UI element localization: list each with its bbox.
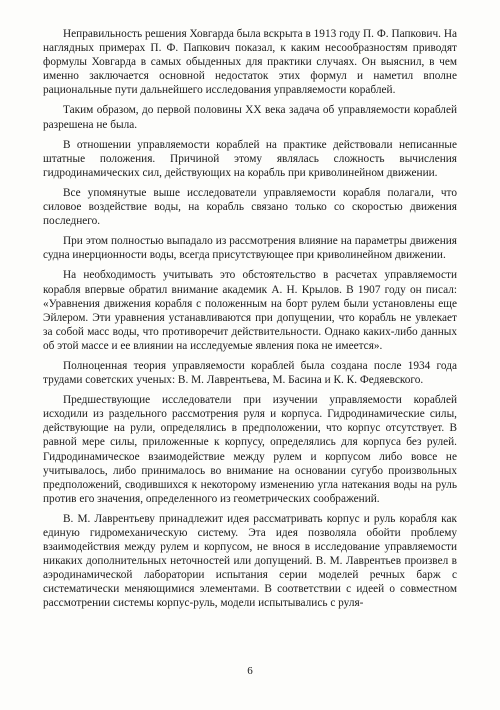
page-number: 6 <box>247 665 253 677</box>
paragraph: При этом полностью выпадало из рассмотрения влияние на параметры движения судна инерционности воды, всегда присутствующее при криволинейном движении. <box>43 235 457 262</box>
paragraph: В отношении управляемости кораблей на практике действовали неписанные штатные положения. Причиной этому являлась сложность вычисления гидродинамических сил, действующих на корабль при криволинейном движении. <box>43 138 457 179</box>
paragraph: Все упомянутые выше исследователи управляемости корабля полагали, что силовое воздействие воды, на корабль связано только со скоростью движения последнего. <box>43 186 457 228</box>
paragraph: В. М. Лаврентьеву принадлежит идея рассматривать корпус и руль корабля как единую гидромеханическую систему. Эта идея позволяла обойти проблему взаимодействия между рулем и корпусом, не внося в исследование управляемости никаких дополнительных неточностей или допущений. В. М. Лаврентьев произвел в аэродинамической лаборатории испытания серии моделей речных барж с систематически меняющимися элементами. В соответствии с идеей о совместном рассмотрении системы корпус-руль, модели испытывались с руля- <box>43 512 457 610</box>
paragraph: Полноценная теория управляемости кораблей была создана после 1934 года трудами советских ученых: В. М. Лаврентьева, М. Басина и К. К. Федяевского. <box>43 359 457 387</box>
paragraph: На необходимость учитывать это обстоятельство в расчетах управляемости корабля впервые обратил внимание академик А. Н. Крылов. В 1907 году он писал: «Уравнения движения корабля с положенным на борт рулем были установлены еще Эйлером. Эти уравнения устанавливаются при допущении, что корабль не увлекает за собой масс воды, что противоречит действительности. Однако каких-либо данных об этой массе и ее влиянии на исследуемые явления пока не имеется». <box>43 269 457 352</box>
paragraph: Таким образом, до первой половины XX века задача об управляемости кораблей разрешена не была. <box>43 104 457 131</box>
body-text <box>43 27 457 611</box>
paragraph: Неправильность решения Ховгарда была вскрыта в 1913 году П. Ф. Папкович. На наглядных примерах П. Ф. Папкович показал, к каким несообразностям приводят формулы Ховгарда в самых обыденных для практики случаях. Он выяснил, в чем именно заключается основной недостаток этих формул и наметил вполне рациональные пути дальнейшего исследования управляемости кораблей. <box>43 28 457 97</box>
paragraph: Предшествующие исследователи при изучении управляемости кораблей исходили из раздельного рассмотрения руля и корпуса. Гидродинамические силы, действующие на рули, определялись в предположении, что корпус отсутствует. В равной мере силы, приложенные к корпусу, определялись для корпуса без рулей. Гидродинамическое взаимодействие между рулем и корпусом либо вовсе не учитывалось, либо принималось во внимание на основании сугубо произвольных предположений, сводившихся к некоторому изменению угла натекания воды на руль против его значения, определенного из геометрических соображений. <box>43 394 457 505</box>
